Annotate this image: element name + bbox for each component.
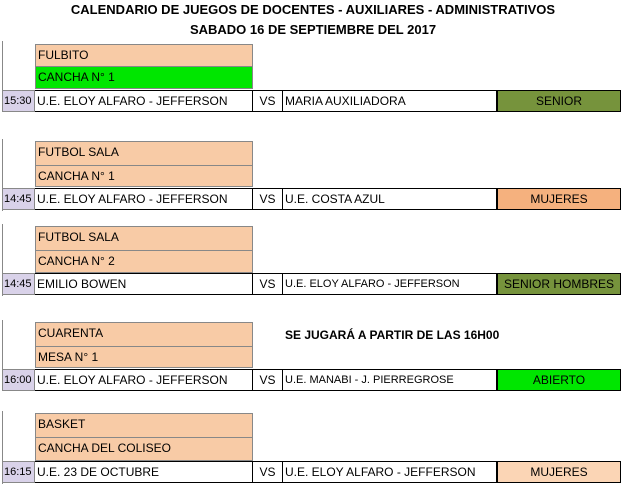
team-b: MARIA AUXILIADORA xyxy=(282,90,497,112)
vs-label: VS xyxy=(253,273,282,295)
team-b: U.E. ELOY ALFARO - JEFFERSON xyxy=(282,273,497,295)
vs-label: VS xyxy=(253,188,282,210)
team-a: U.E. ELOY ALFARO - JEFFERSON xyxy=(35,188,253,210)
venue-label: CANCHA N° 1 xyxy=(35,165,253,187)
team-a: U.E. ELOY ALFARO - JEFFERSON xyxy=(35,90,253,112)
match-time: 15:30 xyxy=(2,90,35,112)
page-subtitle: SABADO 16 DE SEPTIEMBRE DEL 2017 xyxy=(189,22,437,37)
category-badge: ABIERTO xyxy=(497,369,621,391)
team-b: U.E. MANABI - J. PIERREGROSE xyxy=(282,369,497,391)
match-time: 16:15 xyxy=(2,461,35,483)
venue-label: CANCHA DEL COLISEO xyxy=(35,437,253,461)
venue-label: MESA N° 1 xyxy=(35,346,253,368)
venue-label: CANCHA N° 1 xyxy=(35,66,253,89)
team-a: EMILIO BOWEN xyxy=(35,273,253,295)
match-time: 14:45 xyxy=(2,188,35,210)
page-title: CALENDARIO DE JUEGOS DE DOCENTES - AUXILIARES - ADMINISTRATIVOS xyxy=(70,2,556,17)
vs-label: VS xyxy=(253,369,282,391)
match-time: 14:45 xyxy=(2,273,35,295)
category-badge: SENIOR xyxy=(497,90,621,112)
match-time: 16:00 xyxy=(2,369,35,391)
sport-label: BASKET xyxy=(35,413,253,437)
sport-label: FUTBOL SALA xyxy=(35,226,253,250)
sport-label: FULBITO xyxy=(35,44,253,66)
category-badge: SENIOR HOMBRES xyxy=(497,273,621,295)
vs-label: VS xyxy=(253,90,282,112)
sport-label: FUTBOL SALA xyxy=(35,141,253,165)
schedule-note: SE JUGARÁ A PARTIR DE LAS 16H00 xyxy=(285,328,500,342)
category-badge: MUJERES xyxy=(497,188,621,210)
category-badge: MUJERES xyxy=(497,461,621,483)
team-b: U.E. COSTA AZUL xyxy=(282,188,497,210)
vs-label: VS xyxy=(253,461,282,483)
team-a: U.E. 23 DE OCTUBRE xyxy=(35,461,253,483)
sport-label: CUARENTA xyxy=(35,322,253,346)
team-a: U.E. ELOY ALFARO - JEFFERSON xyxy=(35,369,253,391)
venue-label: CANCHA N° 2 xyxy=(35,250,253,273)
team-b: U.E. ELOY ALFARO - JEFFERSON xyxy=(282,461,497,483)
